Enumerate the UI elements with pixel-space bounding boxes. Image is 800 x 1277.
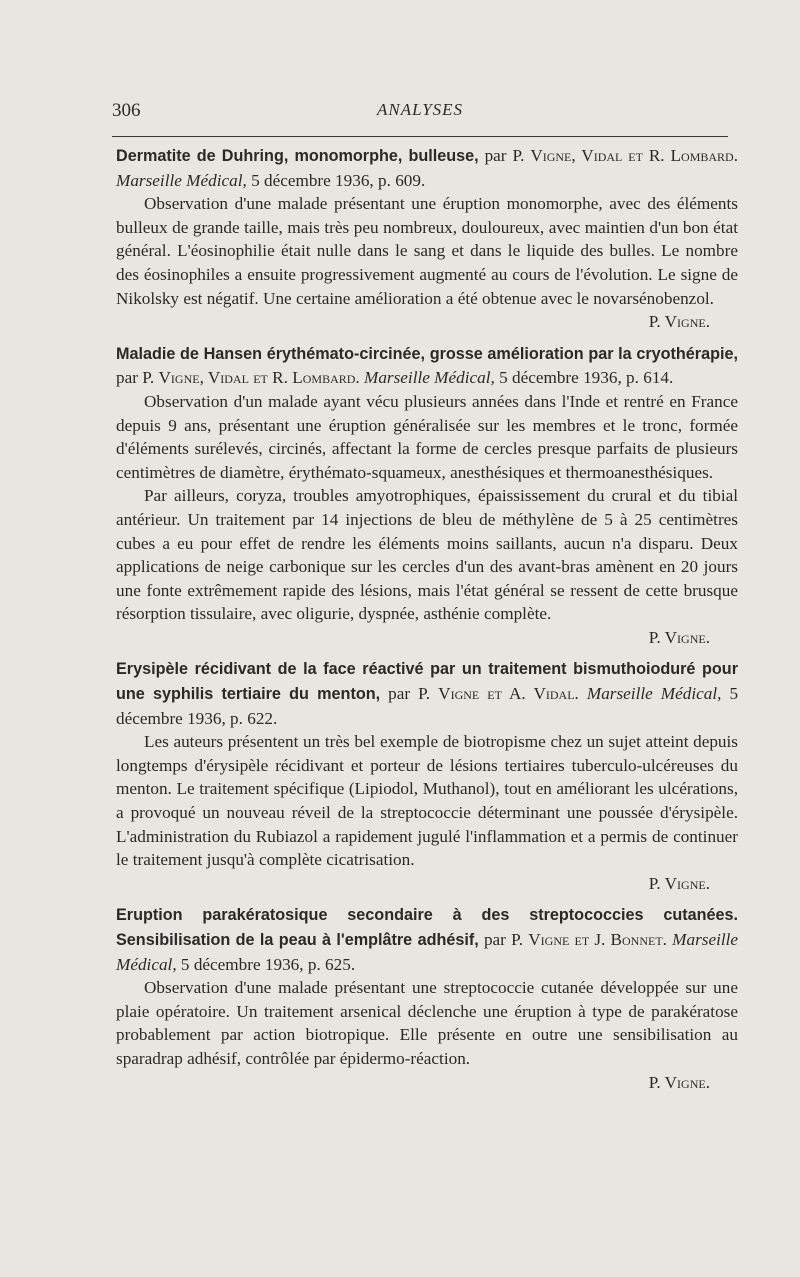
article-signature: P. Vigne. [648,1072,710,1092]
article-paragraph: Observation d'une malade présentant une streptococcie cutanée développée sur une plaie opératoire. Un traitement arsenical déclenche une éruption à type de parakératose probablement par action biotropique. Elle présente en outre une sensibilisation au sparadrap adhésif, contrôlée par épidermo-réaction. [116,978,738,1068]
article-authors: Vigne, Vidal et R. Lombard. [158,368,360,388]
running-title: ANALYSES [376,100,464,119]
article-journal: Marseille Médical, [116,930,739,974]
article-date: 5 décembre 1936, p. 614. [499,368,674,388]
article [116,342,738,650]
page-number: 306 [112,100,141,121]
article [116,144,738,334]
article-heading [116,657,738,730]
article-heading [116,903,738,976]
page-body [116,144,738,1102]
article-journal: Marseille Médical, [116,170,247,190]
article-journal: Marseille Médical, [586,684,722,704]
article-date: 5 décembre 1936, p. 622. [116,684,739,728]
header-rule [112,136,728,137]
article-heading [116,342,738,390]
article-by: par P. [483,930,524,949]
article-by: par P. [484,146,525,165]
article-signature: P. Vigne. [648,873,710,893]
article-journal: Marseille Médical, [364,368,495,388]
article-heading [116,144,738,192]
page-header [112,96,728,136]
article-paragraph: Observation d'un malade ayant vécu plusieurs années dans l'Inde et rentré en France depuis 9 ans, présentant une éruption généralisée sur les membres et le tronc, formée d'éléments surélevés, circinés, affectant la forme de cercles presque parfaits de plusieurs centimètres de diamètre, érythémato-squameux, anesthésiques et thermoanesthésiques. [116,391,738,482]
article-title: Dermatite de Duhring, monomorphe, bulleuse, [116,147,479,165]
article-title: Erysipèle récidivant de la face réactivé par un traitement bismuthoioduré pour une syphilis tertiaire du menton, [116,660,738,704]
article-title: Eruption parakératosique secondaire à des streptococcies cutanées. Sensibilisation de la peau à l'emplâtre adhésif, [116,906,738,949]
article-paragraph: Les auteurs présentent un très bel exemple de biotropisme chez un sujet atteint depuis longtemps d'érysipèle récidivant et porteur de lésions tertiaires tuberculo-ulcéreuses du menton. Le traitement spécifique (Lipiodol, Muthanol), tout en améliorant les ulcérations, a provoqué un nouveau réveil de la streptococcie déterminant une poussée d'érysipèle. L'administration du Rubiazol a rapidement jugulé l'inflammation et a permis de continuer le traitement jusqu'à complète cicatrisation. [116,732,738,870]
article [116,903,738,1094]
article-signature: P. Vigne. [648,627,710,647]
article-paragraph: Observation d'une malade présentant une éruption monomorphe, avec des éléments bulleux de grande taille, mais très peu nombreux, douloureux, avec maintien d'un bon état général. L'éosinophilie était nulle dans le sang et dans le liquide des bulles. Le nombre des éosinophiles a ensuite progressivement augmenté au cours de l'évolution. Le signe de Nikolsky est négatif. Une certaine amélioration a été obtenue avec le novarsénobenzol. [116,194,738,308]
article-by: par P. [116,368,155,388]
article-signature: P. Vigne. [648,312,710,332]
article [116,657,738,895]
article-date: 5 décembre 1936, p. 609. [251,170,426,190]
article-authors: Vigne et A. Vidal. [438,684,579,704]
article-title: Maladie de Hansen érythémato-circinée, grosse amélioration par la cryothérapie, [116,344,738,363]
article-date: 5 décembre 1936, p. 625. [180,954,356,974]
article-by: par P. [388,684,431,704]
article-authors: Vigne et J. Bonnet. [528,930,667,949]
article-paragraph: Par ailleurs, coryza, troubles amyotrophiques, épaississement du crural et du tibial antérieur. Un traitement par 14 injections de bleu de méthylène de 5 à 25 centimètres cubes a eu pour effet de rendre les éléments moins saillants, aucun n'a disparu. Deux applications de neige carbonique sur les cercles d'un des avant-bras amènent en 20 jours une fonte extrêmement rapide des lésions, mais l'état général se ressent de cette brusque résorption tissulaire, avec oligurie, dyspnée, asthénie complète. [116,486,738,624]
article-authors: Vigne, Vidal et R. Lombard. [530,146,738,165]
